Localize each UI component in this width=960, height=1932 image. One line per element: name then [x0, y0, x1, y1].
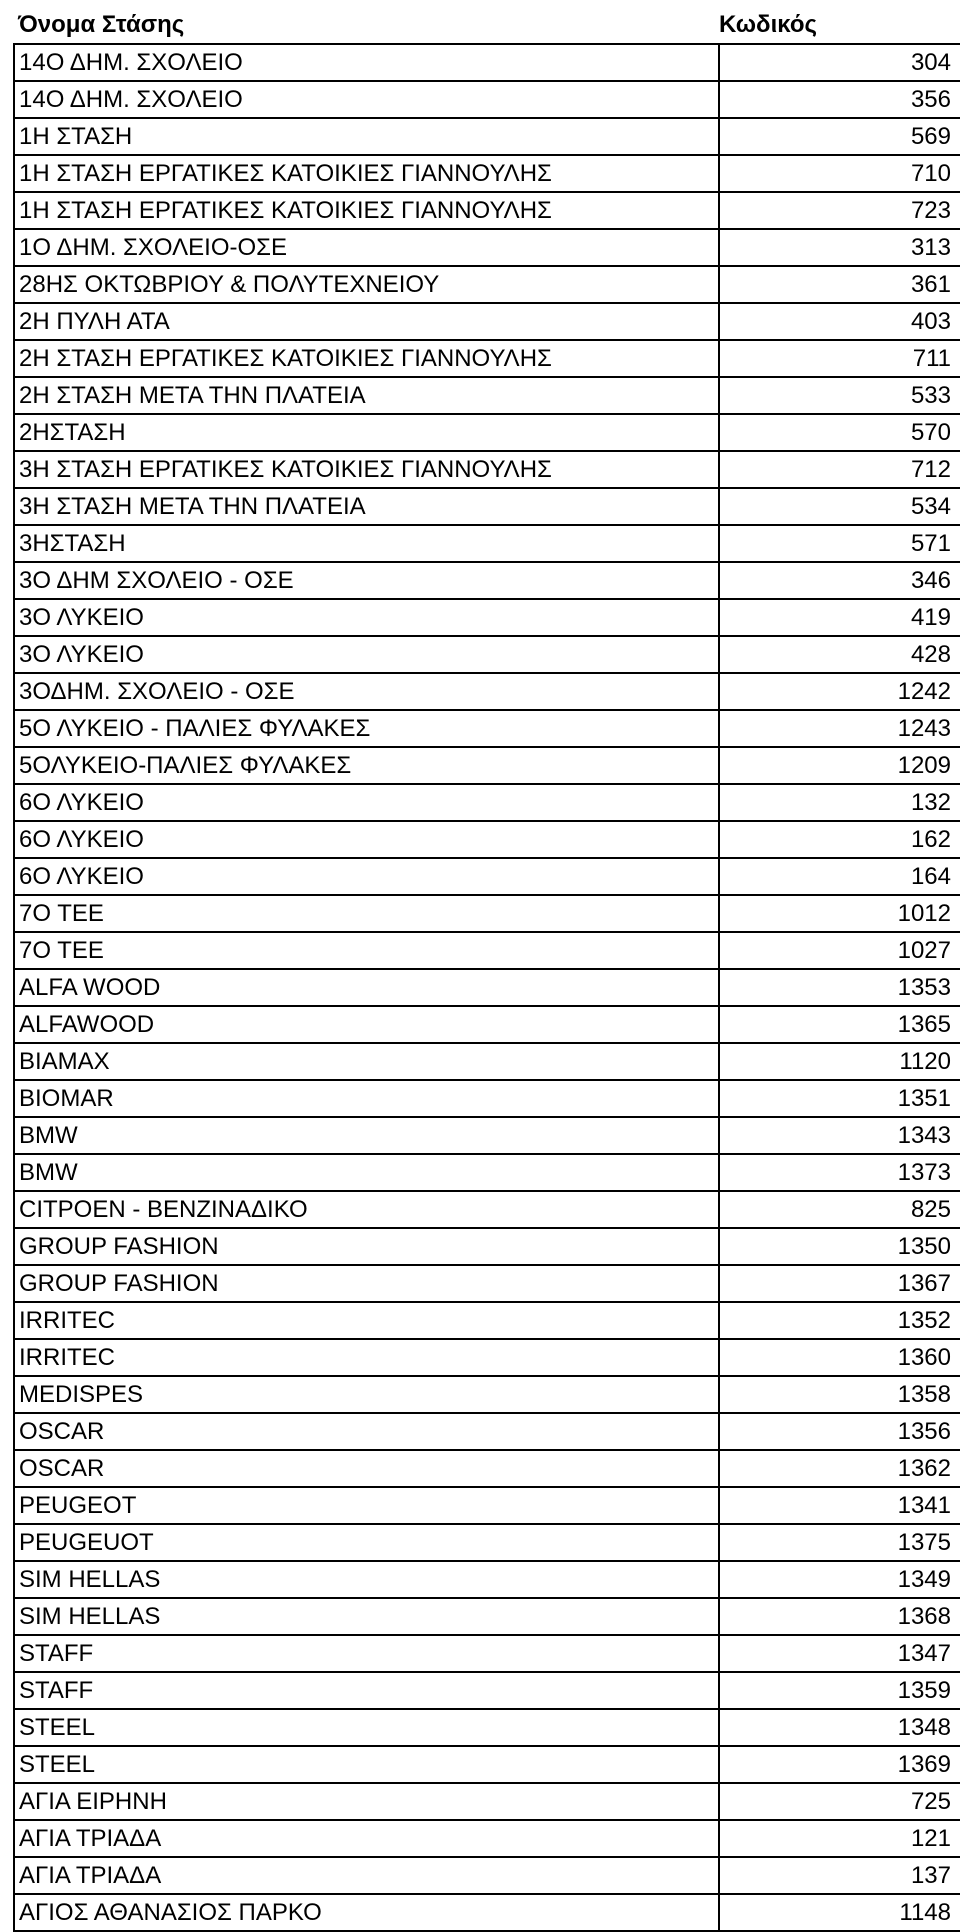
header-stop-name: Όνομα Στάσης [14, 6, 719, 44]
stop-name-cell: 28ΗΣ ΟΚΤΩΒΡΙΟΥ & ΠΟΛΥΤΕΧΝΕΙΟΥ [14, 266, 719, 303]
stop-code-cell: 1367 [719, 1265, 960, 1302]
table-row [14, 1080, 960, 1117]
stop-code-cell: 1209 [719, 747, 960, 784]
table-row [14, 1376, 960, 1413]
stop-code-cell: 1243 [719, 710, 960, 747]
stop-name-cell: 1Η ΣΤΑΣΗ ΕΡΓΑΤΙΚΕΣ ΚΑΤΟΙΚΙΕΣ ΓΙΑΝΝΟΥΛΗΣ [14, 192, 719, 229]
stop-code-cell: 1365 [719, 1006, 960, 1043]
stop-name-cell: 1Η ΣΤΑΣΗ ΕΡΓΑΤΙΚΕΣ ΚΑΤΟΙΚΙΕΣ ΓΙΑΝΝΟΥΛΗΣ [14, 155, 719, 192]
stop-code-cell: 428 [719, 636, 960, 673]
stop-code-cell: 1343 [719, 1117, 960, 1154]
stop-name-cell: SIM HELLAS [14, 1561, 719, 1598]
stop-code-cell: 569 [719, 118, 960, 155]
table-row [14, 1228, 960, 1265]
table-row [14, 488, 960, 525]
table-row [14, 229, 960, 266]
stop-code-cell: 1360 [719, 1339, 960, 1376]
table-row [14, 969, 960, 1006]
stop-name-cell: 2ΗΣΤΑΣΗ [14, 414, 719, 451]
table-row [14, 858, 960, 895]
table-row [14, 673, 960, 710]
stop-name-cell: ALFAWOOD [14, 1006, 719, 1043]
stop-name-cell: 14Ο ΔΗΜ. ΣΧΟΛΕΙΟ [14, 44, 719, 81]
stop-code-cell: 710 [719, 155, 960, 192]
table-row [14, 192, 960, 229]
table-row [14, 1783, 960, 1820]
table-row [14, 1635, 960, 1672]
stop-name-cell: MEDISPES [14, 1376, 719, 1413]
stop-name-cell: 3ΟΔΗΜ. ΣΧΟΛΕΙΟ - ΟΣΕ [14, 673, 719, 710]
stop-code-cell: 1356 [719, 1413, 960, 1450]
table-row [14, 1450, 960, 1487]
stop-code-cell: 1375 [719, 1524, 960, 1561]
header-code-label: Κωδικός [719, 10, 818, 38]
table-row [14, 1561, 960, 1598]
stop-code-cell: 137 [719, 1857, 960, 1894]
table-row [14, 303, 960, 340]
stop-name-cell: STAFF [14, 1635, 719, 1672]
stop-code-cell: 723 [719, 192, 960, 229]
stop-name-cell: 14Ο ΔΗΜ. ΣΧΟΛΕΙΟ [14, 81, 719, 118]
stop-name-cell: STEEL [14, 1746, 719, 1783]
table-row [14, 155, 960, 192]
stop-code-cell: 356 [719, 81, 960, 118]
stop-name-cell: ALFA WOOD [14, 969, 719, 1006]
table-row [14, 525, 960, 562]
table-row [14, 784, 960, 821]
stop-code-cell: 1012 [719, 895, 960, 932]
stop-code-cell: 1148 [719, 1894, 960, 1931]
table-row [14, 821, 960, 858]
stop-name-cell: OSCAR [14, 1450, 719, 1487]
stop-name-cell: 3Ο ΛΥΚΕΙΟ [14, 599, 719, 636]
stop-code-cell: 164 [719, 858, 960, 895]
table-header-row [14, 6, 960, 44]
table-row [14, 377, 960, 414]
stop-name-cell: 6Ο ΛΥΚΕΙΟ [14, 858, 719, 895]
stop-name-cell: BIOMAR [14, 1080, 719, 1117]
table-row [14, 562, 960, 599]
stop-code-cell: 1350 [719, 1228, 960, 1265]
stop-code-cell: 533 [719, 377, 960, 414]
stop-name-cell: 5ΟΛΥΚΕΙΟ-ΠΑΛΙΕΣ ΦΥΛΑΚΕΣ [14, 747, 719, 784]
stop-name-cell: SIM HELLAS [14, 1598, 719, 1635]
stop-name-cell: IRRITEC [14, 1339, 719, 1376]
stop-code-cell: 1359 [719, 1672, 960, 1709]
table-row [14, 1598, 960, 1635]
stop-name-cell: 3Ο ΔΗΜ ΣΧΟΛΕΙΟ - ΟΣΕ [14, 562, 719, 599]
stop-code-cell: 1362 [719, 1450, 960, 1487]
stop-code-cell: 1368 [719, 1598, 960, 1635]
stop-name-cell: STEEL [14, 1709, 719, 1746]
stop-code-cell: 419 [719, 599, 960, 636]
stop-code-cell: 825 [719, 1191, 960, 1228]
stop-name-cell: 3Η ΣΤΑΣΗ ΜΕΤΑ ΤΗΝ ΠΛΑΤΕΙΑ [14, 488, 719, 525]
stop-code-cell: 1369 [719, 1746, 960, 1783]
stop-code-cell: 121 [719, 1820, 960, 1857]
table-row [14, 414, 960, 451]
stop-code-cell: 346 [719, 562, 960, 599]
table-row [14, 1006, 960, 1043]
table-row [14, 1302, 960, 1339]
table-row [14, 747, 960, 784]
stop-code-cell: 534 [719, 488, 960, 525]
stop-name-cell: 5Ο ΛΥΚΕΙΟ - ΠΑΛΙΕΣ ΦΥΛΑΚΕΣ [14, 710, 719, 747]
stop-code-cell: 725 [719, 1783, 960, 1820]
table-row [14, 1894, 960, 1931]
stop-name-cell: 2Η ΣΤΑΣΗ ΕΡΓΑΤΙΚΕΣ ΚΑΤΟΙΚΙΕΣ ΓΙΑΝΝΟΥΛΗΣ [14, 340, 719, 377]
stop-name-cell: 6Ο ΛΥΚΕΙΟ [14, 784, 719, 821]
header-code [719, 6, 960, 44]
stop-name-cell: BMW [14, 1154, 719, 1191]
stop-code-cell: 570 [719, 414, 960, 451]
stop-name-cell: 7Ο ΤΕΕ [14, 895, 719, 932]
stop-code-cell: 132 [719, 784, 960, 821]
table-row [14, 1746, 960, 1783]
table-row [14, 1413, 960, 1450]
stop-code-cell: 712 [719, 451, 960, 488]
table-row [14, 1524, 960, 1561]
stop-code-cell: 1353 [719, 969, 960, 1006]
stop-code-cell: 1027 [719, 932, 960, 969]
stop-name-cell: 1Ο ΔΗΜ. ΣΧΟΛΕΙΟ-ΟΣΕ [14, 229, 719, 266]
stops-table [13, 6, 960, 1932]
table-row [14, 710, 960, 747]
table-row [14, 1820, 960, 1857]
table-row [14, 1672, 960, 1709]
table-row [14, 599, 960, 636]
stop-name-cell: GROUP FASHION [14, 1228, 719, 1265]
table-row [14, 1857, 960, 1894]
stop-name-cell: BMW [14, 1117, 719, 1154]
stop-code-cell: 313 [719, 229, 960, 266]
stop-name-cell: 3Η ΣΤΑΣΗ ΕΡΓΑΤΙΚΕΣ ΚΑΤΟΙΚΙΕΣ ΓΙΑΝΝΟΥΛΗΣ [14, 451, 719, 488]
table-row [14, 266, 960, 303]
table-row [14, 1117, 960, 1154]
stop-name-cell: 2Η ΠΥΛΗ ΑΤΑ [14, 303, 719, 340]
table-row [14, 1043, 960, 1080]
table-row [14, 1709, 960, 1746]
table-row [14, 1487, 960, 1524]
table-row [14, 44, 960, 81]
stop-code-cell: 1373 [719, 1154, 960, 1191]
stop-name-cell: ΑΓΙΑ ΕΙΡΗΝΗ [14, 1783, 719, 1820]
stop-code-cell: 1351 [719, 1080, 960, 1117]
stop-code-cell: 1349 [719, 1561, 960, 1598]
table-row [14, 1191, 960, 1228]
table-row [14, 932, 960, 969]
stop-code-cell: 1120 [719, 1043, 960, 1080]
table-row [14, 118, 960, 155]
stop-name-cell: 2Η ΣΤΑΣΗ ΜΕΤΑ ΤΗΝ ΠΛΑΤΕΙΑ [14, 377, 719, 414]
stop-name-cell: BIAMAX [14, 1043, 719, 1080]
stop-code-cell: 571 [719, 525, 960, 562]
table-row [14, 895, 960, 932]
stop-name-cell: ΑΓΙΑ ΤΡΙΑΔΑ [14, 1857, 719, 1894]
stop-code-cell: 162 [719, 821, 960, 858]
stop-code-cell: 1341 [719, 1487, 960, 1524]
table-row [14, 1265, 960, 1302]
stop-name-cell: 6Ο ΛΥΚΕΙΟ [14, 821, 719, 858]
stop-code-cell: 361 [719, 266, 960, 303]
stop-name-cell: ΑΓΙΟΣ ΑΘΑΝΑΣΙΟΣ ΠΑΡΚΟ [14, 1894, 719, 1931]
stop-name-cell: GROUP FASHION [14, 1265, 719, 1302]
stop-code-cell: 1352 [719, 1302, 960, 1339]
stop-name-cell: 7Ο ΤΕΕ [14, 932, 719, 969]
table-row [14, 636, 960, 673]
stop-code-cell: 403 [719, 303, 960, 340]
table-row [14, 451, 960, 488]
stop-name-cell: STAFF [14, 1672, 719, 1709]
stop-name-cell: 3Ο ΛΥΚΕΙΟ [14, 636, 719, 673]
stop-name-cell: 3ΗΣΤΑΣΗ [14, 525, 719, 562]
stop-name-cell: PEUGEOT [14, 1487, 719, 1524]
stop-code-cell: 304 [719, 44, 960, 81]
stop-name-cell: IRRITEC [14, 1302, 719, 1339]
stop-code-cell: 1242 [719, 673, 960, 710]
table-row [14, 81, 960, 118]
stop-name-cell: ΑΓΙΑ ΤΡΙΑΔΑ [14, 1820, 719, 1857]
table-row [14, 1339, 960, 1376]
stop-name-cell: OSCAR [14, 1413, 719, 1450]
table-row [14, 1154, 960, 1191]
stop-name-cell: CITPOEN - ΒΕΝΖΙΝΑΔΙΚΟ [14, 1191, 719, 1228]
stop-name-cell: 1Η ΣΤΑΣΗ [14, 118, 719, 155]
table-row [14, 340, 960, 377]
stop-code-cell: 1347 [719, 1635, 960, 1672]
stop-name-cell: PEUGEUOT [14, 1524, 719, 1561]
stop-code-cell: 711 [719, 340, 960, 377]
stop-code-cell: 1358 [719, 1376, 960, 1413]
table-body [14, 44, 960, 1931]
stop-code-cell: 1348 [719, 1709, 960, 1746]
